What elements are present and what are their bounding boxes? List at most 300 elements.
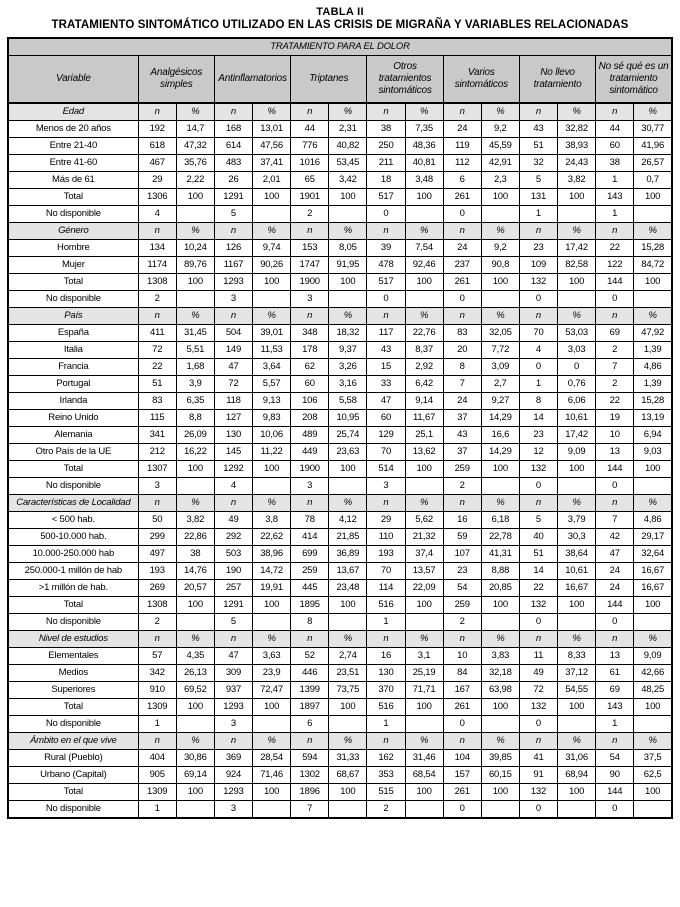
value-cell: 478 [367,257,405,274]
value-cell [176,478,214,495]
value-cell: 100 [634,274,672,291]
value-cell: 16 [367,648,405,665]
value-cell: 193 [367,546,405,563]
value-cell: 1306 [138,189,176,206]
section-header-row [8,733,672,750]
value-cell: 143 [596,189,634,206]
value-cell [405,716,443,733]
value-cell: 13,67 [329,563,367,580]
value-cell: 70 [367,444,405,461]
value-cell: 237 [443,257,481,274]
value-cell: 69 [596,682,634,699]
value-cell: 178 [291,342,329,359]
value-cell: 100 [405,784,443,801]
value-cell: 14,76 [176,563,214,580]
value-cell: 9,14 [405,393,443,410]
value-cell: 3,82 [558,172,596,189]
value-cell: 3 [214,716,252,733]
pct-subheader: % [558,733,596,750]
value-cell: 16,67 [634,563,672,580]
n-subheader: n [367,103,405,121]
value-cell: 73,75 [329,682,367,699]
value-cell: 7,54 [405,240,443,257]
row-label: Italia [8,342,138,359]
row-label: Hombre [8,240,138,257]
value-cell: 3 [214,801,252,819]
value-cell: 36,89 [329,546,367,563]
value-cell: 1292 [214,461,252,478]
value-cell: 112 [443,155,481,172]
value-cell: 37,4 [405,546,443,563]
value-cell: 109 [519,257,557,274]
value-cell: 24 [596,563,634,580]
row-label: Elementales [8,648,138,665]
value-cell: 32 [519,155,557,172]
data-row [8,478,672,495]
pct-subheader: % [481,495,519,512]
pct-subheader: % [634,631,672,648]
value-cell: 38 [176,546,214,563]
value-cell: 41,31 [481,546,519,563]
value-cell: 83 [443,325,481,342]
value-cell [634,291,672,308]
value-cell: 31,45 [176,325,214,342]
value-cell: 100 [481,597,519,614]
value-cell: 1 [367,716,405,733]
value-cell: 52 [291,648,329,665]
value-cell: 8 [291,614,329,631]
value-cell: 3,26 [329,359,367,376]
value-cell: 60 [291,376,329,393]
n-subheader: n [214,103,252,121]
data-row [8,325,672,342]
value-cell: 30,86 [176,750,214,767]
value-cell: 2 [443,478,481,495]
value-cell: 100 [329,597,367,614]
value-cell: 100 [405,461,443,478]
value-cell: 14,72 [253,563,291,580]
value-cell: 489 [291,427,329,444]
value-cell: 100 [405,699,443,716]
value-cell: 10,06 [253,427,291,444]
value-cell: 24,43 [558,155,596,172]
pct-subheader: % [329,733,367,750]
value-cell: 1900 [291,274,329,291]
data-row [8,172,672,189]
pct-subheader: % [253,308,291,325]
value-cell: 23,9 [253,665,291,682]
value-cell: 37,12 [558,665,596,682]
value-cell: 118 [214,393,252,410]
value-cell: 23,51 [329,665,367,682]
row-label: Medios [8,665,138,682]
value-cell: 10,24 [176,240,214,257]
data-row [8,580,672,597]
value-cell: 143 [596,699,634,716]
value-cell: 1174 [138,257,176,274]
value-cell: 208 [291,410,329,427]
value-cell: 57 [138,648,176,665]
value-cell [405,801,443,819]
value-cell: 63,98 [481,682,519,699]
value-cell: 516 [367,597,405,614]
n-subheader: n [214,308,252,325]
value-cell: 100 [558,699,596,716]
value-cell: 132 [519,784,557,801]
value-cell: 8,88 [481,563,519,580]
group-header: Varios sintomáticos [443,56,519,104]
section-label: Nivel de estudios [8,631,138,648]
n-subheader: n [214,733,252,750]
value-cell [481,716,519,733]
value-cell: 2,31 [329,121,367,138]
value-cell: 2 [138,614,176,631]
value-cell [634,614,672,631]
row-label: No disponible [8,478,138,495]
value-cell: 3 [367,478,405,495]
value-cell: 483 [214,155,252,172]
value-cell: 33 [367,376,405,393]
value-cell: 100 [253,699,291,716]
value-cell: 47 [214,648,252,665]
value-cell: 18,32 [329,325,367,342]
pct-subheader: % [176,495,214,512]
group-header: Analgésicos simples [138,56,214,104]
value-cell: 5 [519,172,557,189]
value-cell: 59 [443,529,481,546]
value-cell: 0 [519,614,557,631]
value-cell [558,291,596,308]
value-cell: 41 [519,750,557,767]
table-title: TABLA II [316,6,364,18]
value-cell: 19,91 [253,580,291,597]
n-subheader: n [138,308,176,325]
value-cell: 22 [596,240,634,257]
value-cell [253,291,291,308]
value-cell: 23,48 [329,580,367,597]
pct-subheader: % [558,495,596,512]
value-cell: 100 [634,784,672,801]
value-cell: 16,6 [481,427,519,444]
value-cell: 699 [291,546,329,563]
n-subheader: n [596,103,634,121]
value-cell: 78 [291,512,329,529]
n-subheader: n [519,308,557,325]
value-cell: 70 [519,325,557,342]
n-subheader: n [443,308,481,325]
group-header: Otros tratamientos sintomáticos [367,56,443,104]
value-cell: 1291 [214,597,252,614]
value-cell: 132 [519,597,557,614]
value-cell: 299 [138,529,176,546]
value-cell: 100 [558,784,596,801]
n-subheader: n [367,223,405,240]
value-cell: 618 [138,138,176,155]
value-cell: 515 [367,784,405,801]
value-cell: 309 [214,665,252,682]
value-cell: 22 [519,580,557,597]
value-cell: 48,36 [405,138,443,155]
pct-subheader: % [558,103,596,121]
pct-subheader: % [405,733,443,750]
pct-subheader: % [481,103,519,121]
data-row [8,274,672,291]
data-row [8,410,672,427]
value-cell: 84 [443,665,481,682]
n-subheader: n [596,733,634,750]
value-cell: 47 [367,393,405,410]
value-cell [405,614,443,631]
n-subheader: n [596,223,634,240]
n-subheader: n [443,631,481,648]
value-cell: 0 [443,206,481,223]
value-cell: 51 [519,546,557,563]
value-cell: 3,8 [253,512,291,529]
value-cell: 4,86 [634,359,672,376]
value-cell: 100 [253,461,291,478]
n-subheader: n [214,495,252,512]
value-cell: 39,01 [253,325,291,342]
value-cell: 257 [214,580,252,597]
value-cell: 100 [329,784,367,801]
value-cell: 47,32 [176,138,214,155]
value-cell: 100 [176,461,214,478]
value-cell: 0 [596,801,634,819]
value-cell: 100 [253,189,291,206]
value-cell: 42,66 [634,665,672,682]
value-cell: 259 [443,461,481,478]
value-cell: 14,29 [481,410,519,427]
value-cell: 10,61 [558,410,596,427]
value-cell: 614 [214,138,252,155]
value-cell: 1 [519,206,557,223]
value-cell: 6,94 [634,427,672,444]
value-cell: 100 [405,597,443,614]
value-cell: 1 [596,172,634,189]
value-cell: 22,62 [253,529,291,546]
value-cell [253,478,291,495]
value-cell: 90 [596,767,634,784]
value-cell: 47,92 [634,325,672,342]
value-cell: 10 [596,427,634,444]
treatment-table [7,37,673,819]
value-cell: 8,33 [558,648,596,665]
value-cell: 72,47 [253,682,291,699]
value-cell: 404 [138,750,176,767]
value-cell: 0 [596,291,634,308]
value-cell: 69 [596,325,634,342]
pct-subheader: % [176,631,214,648]
value-cell: 90,8 [481,257,519,274]
value-cell: 100 [481,274,519,291]
value-cell: 9,2 [481,240,519,257]
pct-subheader: % [176,308,214,325]
section-header-row [8,103,672,121]
value-cell: 20,85 [481,580,519,597]
n-subheader: n [367,631,405,648]
value-cell: 30,77 [634,121,672,138]
n-subheader: n [291,103,329,121]
value-cell: 167 [443,682,481,699]
data-row [8,614,672,631]
value-cell: 1293 [214,274,252,291]
group-header: No sé qué es un tratamiento sintomático [596,56,672,104]
value-cell: 54 [443,580,481,597]
value-cell: 144 [596,274,634,291]
value-cell [405,291,443,308]
n-subheader: n [291,223,329,240]
value-cell: 7,35 [405,121,443,138]
row-label: No disponible [8,716,138,733]
group-header: Antinflamatorios [214,56,290,104]
pct-subheader: % [329,223,367,240]
value-cell [176,716,214,733]
pct-subheader: % [481,223,519,240]
pct-subheader: % [481,631,519,648]
data-row [8,546,672,563]
value-cell: 38,96 [253,546,291,563]
value-cell: 38 [367,121,405,138]
value-cell: 7 [596,512,634,529]
value-cell: 132 [519,274,557,291]
value-cell: 100 [329,274,367,291]
value-cell [176,614,214,631]
value-cell [329,716,367,733]
value-cell: 13,62 [405,444,443,461]
value-cell: 11,53 [253,342,291,359]
row-label: Reino Unido [8,410,138,427]
data-row [8,716,672,733]
value-cell: 25,19 [405,665,443,682]
value-cell: 42 [596,529,634,546]
value-cell: 49 [519,665,557,682]
value-cell: 12 [519,444,557,461]
pct-subheader: % [405,495,443,512]
value-cell: 110 [367,529,405,546]
value-cell: 62 [291,359,329,376]
row-label: No disponible [8,206,138,223]
value-cell [481,614,519,631]
value-cell: 594 [291,750,329,767]
value-cell: 6,06 [558,393,596,410]
value-cell: 3,03 [558,342,596,359]
n-subheader: n [138,223,176,240]
value-cell: 7 [443,376,481,393]
value-cell: 22 [596,393,634,410]
value-cell: 3,42 [329,172,367,189]
value-cell: 13,01 [253,121,291,138]
value-cell: 14,7 [176,121,214,138]
value-cell: 446 [291,665,329,682]
row-label: España [8,325,138,342]
value-cell: 3,82 [176,512,214,529]
value-cell: 100 [558,189,596,206]
value-cell: 29,17 [634,529,672,546]
value-cell: 192 [138,121,176,138]
row-label: Francia [8,359,138,376]
data-row [8,240,672,257]
value-cell: 9,83 [253,410,291,427]
value-cell: 261 [443,189,481,206]
value-cell: 514 [367,461,405,478]
value-cell [634,716,672,733]
value-cell: 37,5 [634,750,672,767]
n-subheader: n [367,308,405,325]
value-cell: 6 [443,172,481,189]
value-cell: 51 [519,138,557,155]
value-cell: 100 [253,597,291,614]
value-cell: 18 [367,172,405,189]
value-cell: 100 [481,784,519,801]
value-cell: 68,67 [329,767,367,784]
value-cell: 0 [519,291,557,308]
value-cell: 157 [443,767,481,784]
data-row [8,801,672,819]
value-cell: 119 [443,138,481,155]
value-cell: 905 [138,767,176,784]
value-cell: 72 [214,376,252,393]
data-row [8,767,672,784]
value-cell: 24 [596,580,634,597]
value-cell: 1747 [291,257,329,274]
value-cell: 17,42 [558,427,596,444]
n-subheader: n [138,631,176,648]
value-cell: 25,74 [329,427,367,444]
value-cell: 130 [214,427,252,444]
value-cell: 1895 [291,597,329,614]
value-cell: 37 [443,410,481,427]
data-row [8,359,672,376]
value-cell: 40 [519,529,557,546]
value-cell: 100 [253,274,291,291]
value-cell: 0 [519,801,557,819]
value-cell: 70 [367,563,405,580]
value-cell: 13 [596,648,634,665]
value-cell: 1,68 [176,359,214,376]
value-cell: 91 [519,767,557,784]
value-cell: 1399 [291,682,329,699]
value-cell: 68,94 [558,767,596,784]
n-subheader: n [519,733,557,750]
value-cell: 100 [329,699,367,716]
value-cell: 1293 [214,784,252,801]
value-cell: 250 [367,138,405,155]
pct-subheader: % [329,631,367,648]
value-cell [176,291,214,308]
value-cell: 1900 [291,461,329,478]
value-cell: 50 [138,512,176,529]
value-cell: 1,39 [634,376,672,393]
value-cell: 32,82 [558,121,596,138]
value-cell: 0 [596,614,634,631]
value-cell: 3 [291,478,329,495]
value-cell: 3,9 [176,376,214,393]
value-cell: 6 [291,716,329,733]
value-cell: 0,7 [634,172,672,189]
data-row [8,512,672,529]
pct-subheader: % [558,308,596,325]
section-label: Género [8,223,138,240]
value-cell [558,801,596,819]
n-subheader: n [291,733,329,750]
data-row [8,138,672,155]
value-cell: 162 [367,750,405,767]
data-row [8,699,672,716]
data-row [8,529,672,546]
value-cell: 8 [519,393,557,410]
pct-subheader: % [253,631,291,648]
value-cell: 15,28 [634,240,672,257]
